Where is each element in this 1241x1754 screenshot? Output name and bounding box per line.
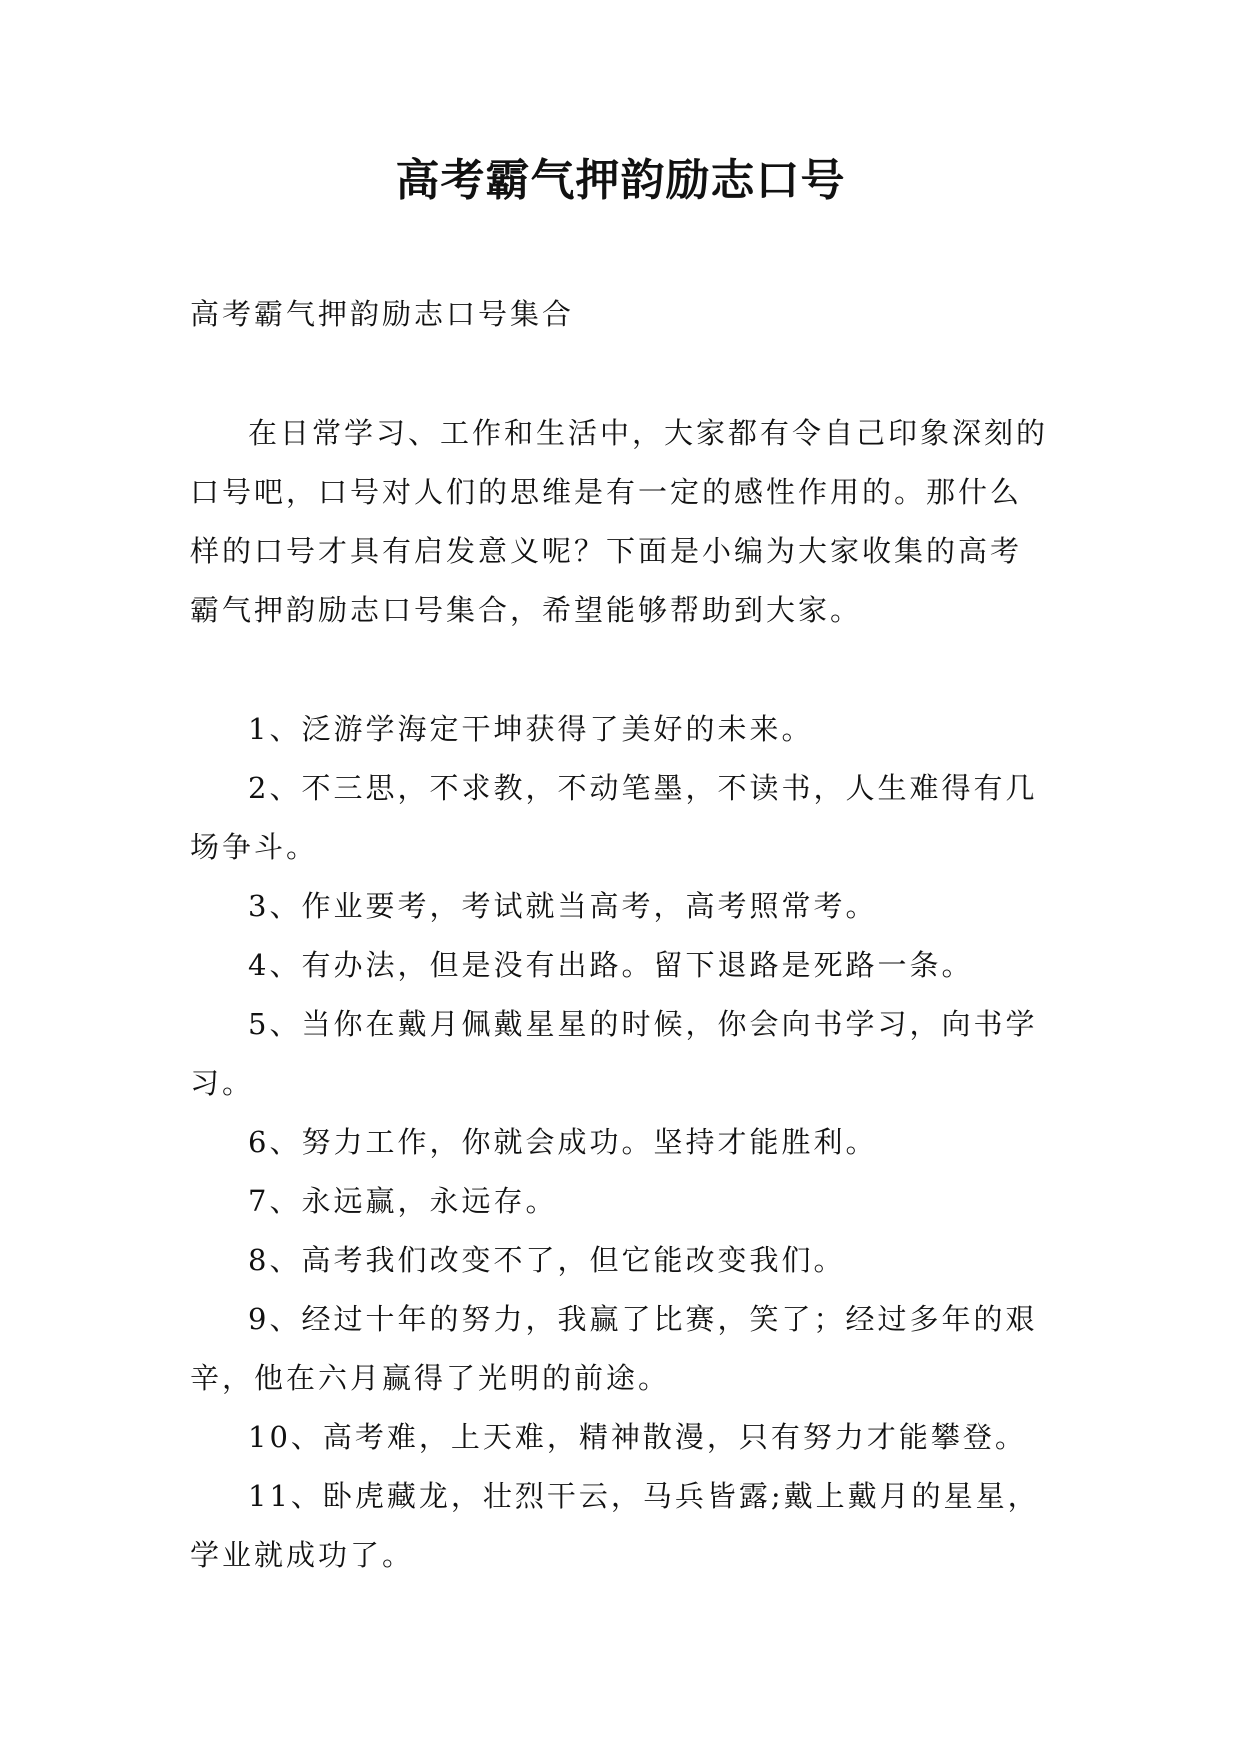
slogan-item-3: 3、作业要考，考试就当高考，高考照常考。 [248, 889, 878, 923]
document-title: 高考霸气押韵励志口号 [395, 155, 846, 206]
slogan-item-8: 8、高考我们改变不了，但它能改变我们。 [248, 1243, 846, 1277]
slogan-item-7: 7、永远赢，永远存。 [248, 1184, 558, 1218]
intro-paragraph: 在日常学习、工作和生活中，大家都有令自己印象深刻的口号吧，口号对人们的思维是有一定的感性作用的。那什么样的口号才具有启发意义呢？下面是小编为大家收集的高考霸气押韵励志口号集合，希望能够帮助到大家。 [190, 416, 1049, 627]
slogan-item-5: 5、当你在戴月佩戴星星的时候，你会向书学习，向书学习。 [190, 1007, 1038, 1100]
document-body [190, 285, 1050, 1585]
slogan-item-9: 9、经过十年的努力，我赢了比赛，笑了；经过多年的艰辛，他在六月赢得了光明的前途。 [190, 1302, 1038, 1395]
slogan-item-2: 2、不三思，不求教，不动笔墨，不读书，人生难得有几场争斗。 [190, 771, 1038, 864]
slogan-item-6: 6、努力工作，你就会成功。坚持才能胜利。 [248, 1125, 878, 1159]
slogan-item-4: 4、有办法，但是没有出路。留下退路是死路一条。 [248, 948, 974, 982]
slogan-item-10: 10、高考难，上天难，精神散漫，只有努力才能攀登。 [248, 1420, 1027, 1454]
slogan-item-11: 11、卧虎藏龙，壮烈干云，马兵皆露;戴上戴月的星星，学业就成功了。 [190, 1479, 1040, 1572]
slogan-item-1: 1、泛游学海定干坤获得了美好的未来。 [248, 712, 814, 746]
document-subtitle: 高考霸气押韵励志口号集合 [190, 297, 575, 331]
